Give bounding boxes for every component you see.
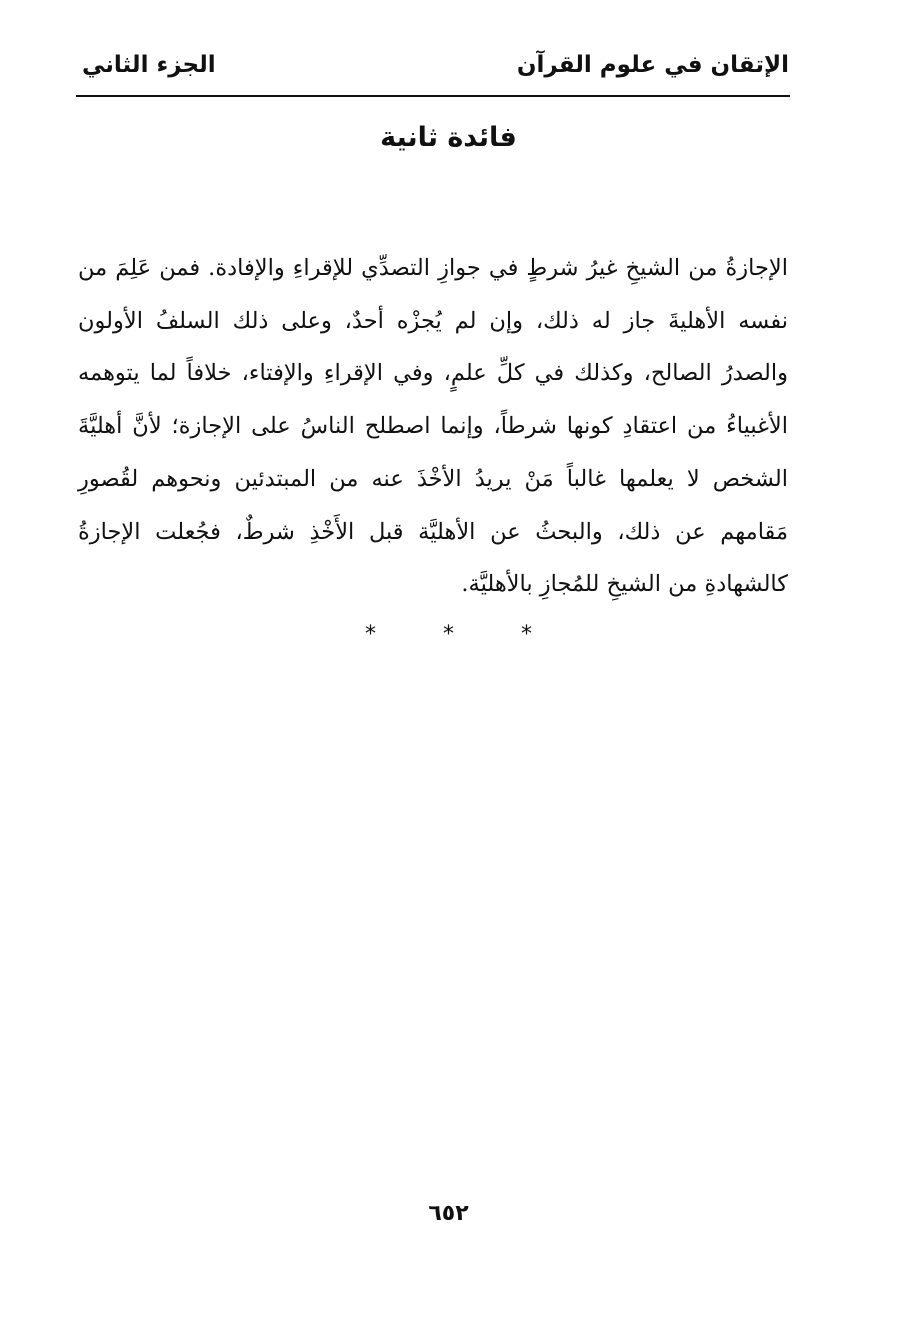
page-number: ٦٥٢: [428, 1201, 469, 1226]
book-title: الإتقان في علوم القرآن: [516, 52, 789, 78]
section-title: فائدة ثانية: [380, 122, 517, 153]
header-divider: [76, 95, 790, 97]
section-separator: * * *: [365, 622, 562, 647]
volume-label: الجزء الثاني: [82, 52, 216, 78]
body-paragraph: الإجازةُ من الشيخِ غيرُ شرطٍ في جوازِ التصدِّي للإقراءِ والإفادة. فمن عَلِمَ من نفسه الأهليةَ جاز له ذلك، وإن لم يُجزْه أحدٌ، وعلى ذلك السلفُ الأولون والصدرُ الصالح، وكذلك في كلِّ علمٍ، وفي الإقراءِ والإفتاء، خلافاً لما يتوهمه الأغبياءُ من اعتقادِ كونها شرطاً، وإنما اصطلح الناسُ على الإجازة؛ لأنَّ أهليَّةَ الشخص لا يعلمها غالباً مَنْ يريدُ الأخْذَ عنه من المبتدئين ونحوهم لقُصورِ مَقامهم عن ذلك، والبحثُ عن الأهليَّة قبل الأَخْذِ شرطٌ، فجُعلت الإجازةُ كالشهادةِ من الشيخِ للمُجازِ بالأهليَّة.: [78, 255, 788, 598]
